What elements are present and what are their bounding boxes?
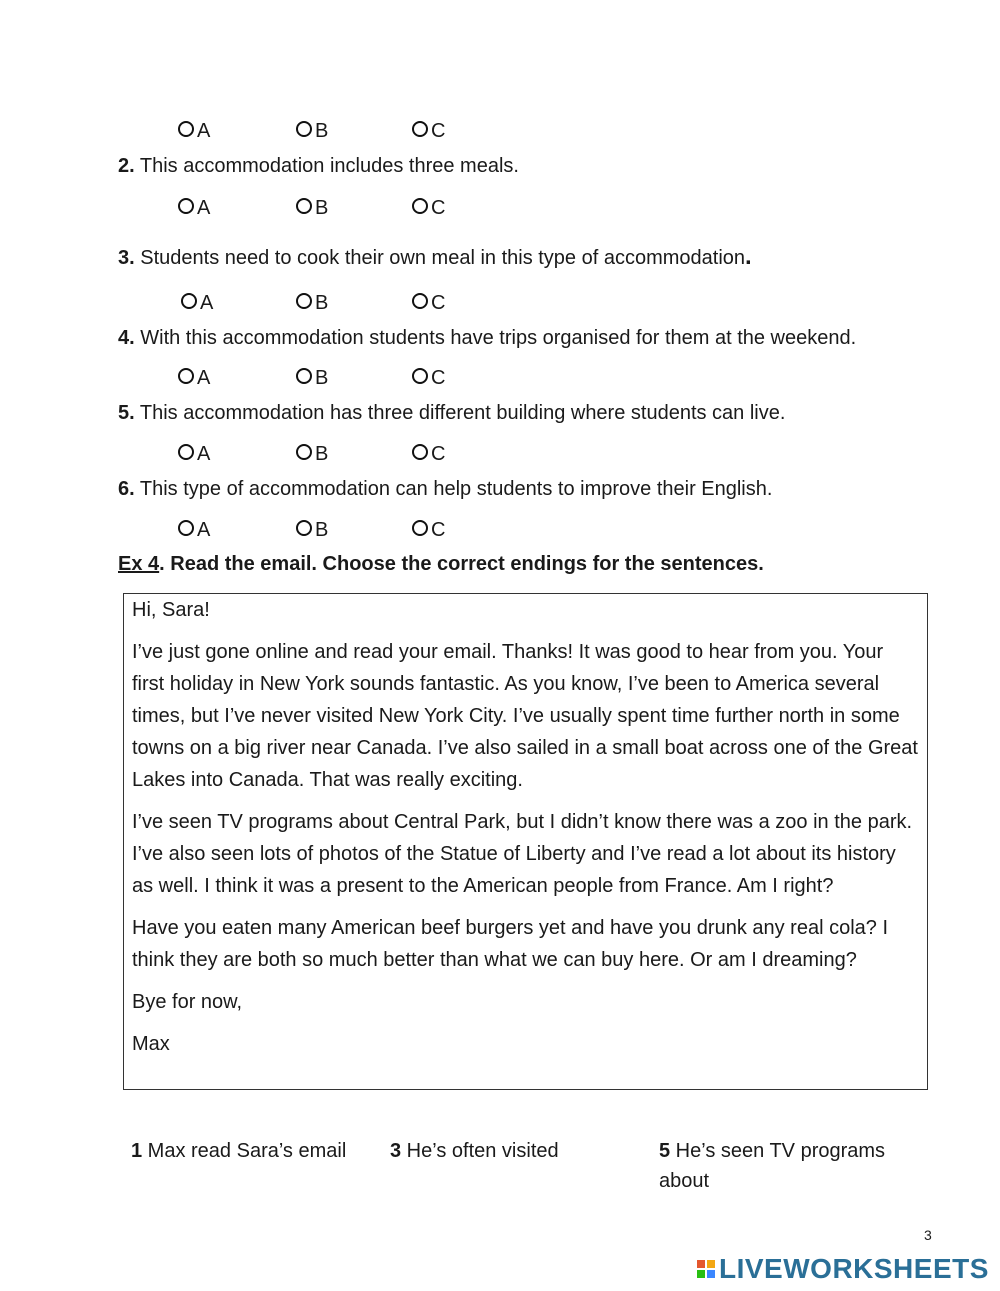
liveworksheets-logo [697,1254,989,1284]
option-label: C [431,367,446,389]
radio-icon[interactable] [296,444,312,460]
option-label: C [431,120,446,142]
option-b[interactable] [296,367,328,389]
option-label: A [197,443,211,465]
radio-icon[interactable] [412,293,428,309]
radio-icon[interactable] [178,520,194,536]
option-label: A [197,519,211,541]
option-label: B [315,519,329,541]
radio-icon[interactable] [181,293,197,309]
option-label: C [431,519,446,541]
option-c[interactable] [412,443,445,465]
email-signoff: Bye for now, [132,991,243,1013]
radio-icon[interactable] [412,121,428,137]
radio-icon[interactable] [178,368,194,384]
option-label: C [431,292,446,314]
option-b[interactable] [296,197,328,219]
email-paragraph: I’ve just gone online and read your email. Thanks! It was good to hear from you. Your first holiday in New York sounds fantastic. As you know, I’ve been to America several times, but I’ve never visited New York City. I’ve usually spent time further north in some towns on a big river near Canada. I’ve also sailed in a small boat across one of the Great Lakes into Canada. That was really exciting. [132,641,918,791]
option-label: B [315,197,329,219]
option-label: A [197,367,211,389]
question-5: 5. This accommodation has three different building where students can live. [118,402,786,424]
radio-icon[interactable] [412,444,428,460]
question-4: 4. With this accommodation students have trips organised for them at the weekend. [118,327,857,349]
options-row-4 [0,367,1000,393]
radio-icon[interactable] [296,520,312,536]
option-c[interactable] [412,292,445,314]
radio-icon[interactable] [296,293,312,309]
option-a[interactable] [178,519,210,541]
sentence-start-3: 3 He’s often visited [390,1140,559,1162]
options-row-2 [0,197,1000,223]
option-b[interactable] [296,292,328,314]
option-c[interactable] [412,197,445,219]
option-label: B [315,292,329,314]
radio-icon[interactable] [178,444,194,460]
radio-icon[interactable] [296,368,312,384]
option-c[interactable] [412,519,445,541]
options-row-3 [0,292,1000,318]
radio-icon[interactable] [178,121,194,137]
option-b[interactable] [296,519,328,541]
exercise-title: Ex 4. Read the email. Choose the correct endings for the sentences. [118,553,764,575]
email-box [123,593,928,1090]
option-label: A [200,292,214,314]
option-label: A [197,120,211,142]
option-a[interactable] [178,197,210,219]
question-3: 3. Students need to cook their own meal in this type of accommodation. [118,243,752,270]
email-name: Max [132,1033,170,1055]
radio-icon[interactable] [296,198,312,214]
radio-icon[interactable] [412,368,428,384]
email-paragraph: I’ve seen TV programs about Central Park, but I didn’t know there was a zoo in the park. I’ve also seen lots of photos of the Statue of Liberty and I’ve read a lot about its history as well. I think it was a present to the American people from France. Am I right? [132,811,913,897]
option-a[interactable] [178,367,210,389]
logo-text: LIVEWORKSHEETS [719,1253,989,1284]
option-b[interactable] [296,443,328,465]
question-2: 2. This accommodation includes three meals. [118,155,519,177]
options-row-1 [0,120,1000,146]
options-row-5 [0,443,1000,469]
option-label: A [197,197,211,219]
option-label: C [431,443,446,465]
option-a[interactable] [178,120,210,142]
option-c[interactable] [412,367,445,389]
option-label: B [315,443,329,465]
sentence-start-1: 1 Max read Sara’s email [131,1140,347,1162]
option-b[interactable] [296,120,328,142]
radio-icon[interactable] [296,121,312,137]
logo-blocks-icon [697,1260,715,1278]
option-label: C [431,197,446,219]
option-c[interactable] [412,120,445,142]
question-6: 6. This type of accommodation can help students to improve their English. [118,478,773,500]
option-label: B [315,120,329,142]
radio-icon[interactable] [178,198,194,214]
email-greeting: Hi, Sara! [132,599,210,621]
options-row-6 [0,519,1000,545]
radio-icon[interactable] [412,198,428,214]
option-a[interactable] [181,292,213,314]
sentence-start-5: 5 He’s seen TV programs about [659,1140,886,1192]
email-paragraph: Have you eaten many American beef burgers yet and have you drunk any real cola? I think they are both so much better than what we can buy here. Or am I dreaming? [132,917,889,971]
option-label: B [315,367,329,389]
option-a[interactable] [178,443,210,465]
radio-icon[interactable] [412,520,428,536]
page-number: 3 [924,1227,932,1243]
